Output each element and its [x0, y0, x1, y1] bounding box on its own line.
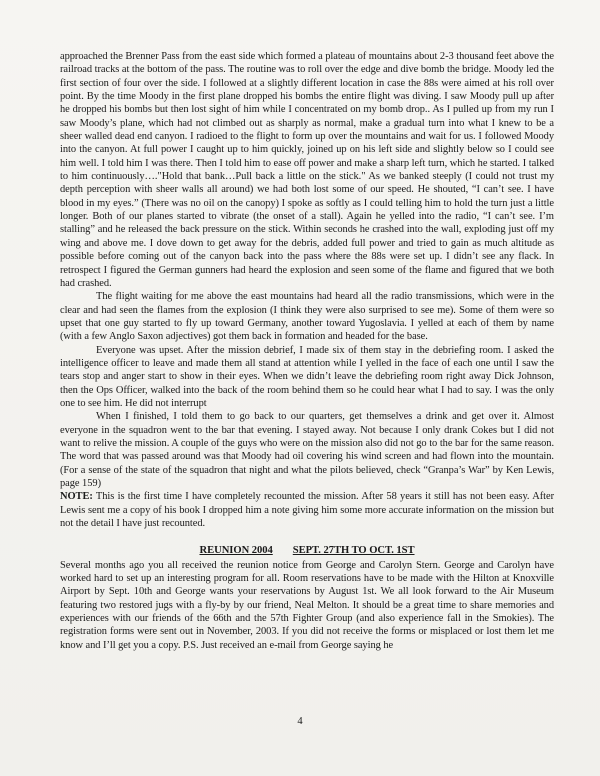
- reunion-dates: SEPT. 27TH TO OCT. 1ST: [292, 545, 415, 557]
- paragraph-debrief: Everyone was upset. After the mission debrief, I made six of them stay in the debriefing room. I asked the intelligence officer to leave and made them all stand at attention while I yelled in the face of each one until I saw the tears stop and anger start to show in their eyes. When we didn’t leave the debriefing room right away Dick Johnson, then the Ops Officer, walked into the back of the room behind them so he could hear what I had to say. I was the only one to see him. He did not interrupt: [60, 344, 554, 409]
- page-number: 4: [297, 716, 303, 727]
- paragraph-flight-waiting: The flight waiting for me above the east mountains had heard all the radio transmissions, which were in the clear and had seen the flames from the explosion (I think they were also surprised to see me). Some of them were so upset that one guy started to fly up toward Germany, another toward Yugoslavia. I yelled at each of them by name (with a few Anglo Saxon adjectives) got them back in formation and headed for the base.: [60, 291, 554, 343]
- reunion-title: REUNION 2004: [199, 545, 273, 557]
- note-paragraph: [60, 490, 554, 530]
- document-body: [60, 50, 554, 652]
- paragraph-after-debrief: When I finished, I told them to go back to our quarters, get themselves a drink and get over it. Almost everyone in the squadron went to the bar that evening. I stayed away. Not because I only drank Cokes but I did not want to relive the mission. A couple of the guys who were on the mission also did not go to the bar for the same reason. The word that was passed around was that Moody had oil covering his wind screen and had flown into the mountain. (For a sense of the state of the squadron that night and what the pilots believed, check “Granpa’s War” by Ken Lewis, page 159): [60, 411, 554, 489]
- reunion-heading: [60, 544, 554, 557]
- paragraph-reunion: Several months ago you all received the reunion notice from George and Carolyn Stern. George and Carolyn have worked hard to set up an interesting program for all. Room reservations have to be made with the Hilton at Knoxville Airport by Sept. 10th and George wants your reservations by August 1st. We all look forward to the Air Museum featuring two restored jugs with a fly-by by our friend, Neal Melton. It should be a great time to share memories and experiences with our friends of the 66th and the 57th Fighter Group (and also experience fall in the Smokies). The registration forms were sent out in November, 2003. If you did not receive the forms or misplaced or lost them let me know and I’ll get you a copy. P.S. Just received an e-mail from George saying he: [60, 559, 554, 651]
- note-label: NOTE:: [60, 491, 93, 503]
- paragraph-mission-narrative: approached the Brenner Pass from the east side which formed a plateau of mountains about 2-3 thousand feet above the railroad tracks at the bottom of the pass. The routine was to roll over the edge and dive bomb the bridge. Moody led the first section of four over the side. I followed at a slightly different location in case the 88s were aimed at his roll over point. By the time Moody in the first plane dropped his bombs the entire flight was diving. I saw Moody pull up after he dropped his bombs but then lost sight of him while I concentrated on my bomb drop.. As I pulled up from my run I saw Moody’s plane, which had not climbed out as sharply as normal, make a gradual turn into what I knew to be a sheer walled dead end canyon. I radioed to the flight to form up over the mountains and wait for us. I followed Moody into the canyon. At full power I caught up to him quickly, joined up on his left side and slightly below so I could see him well. I told him I was there. Then I told him to ease off power and make a sharp left turn, which he started. I talked to him continuously…."Hold that bank…Pull back a little on the stick." As we banked steeply (I could not trust my depth perception with sheer walls all around) we had both lost some of our speed. He shouted, “I can’t see. I have blood in my eyes.” (There was no oil on the canopy) I spoke as softly as I could telling him to hold the turn just a little longer. Both of our planes started to vibrate (the onset of a stall). Again he yelled into the radio, “I can’t see. I’m stalling” and he released the back pressure on the stick. Within seconds he crashed into the wall, exploding just off my wing and above me. I dove down to get away for the debris, added full power and tried to gain as much altitude as possible before coming out of the canyon back into the pass where the 88s were set up. I didn’t see any flack. In retrospect I figured the German gunners had heard the explosion and seen some of the flame and figured that we both had crashed.: [60, 51, 554, 289]
- note-text: This is the first time I have completely recounted the mission. After 58 years it still has not been easy. After Lewis sent me a copy of his book I dropped him a note giving him some more accurate information on the mission but not the detail I have just recounted.: [60, 491, 554, 530]
